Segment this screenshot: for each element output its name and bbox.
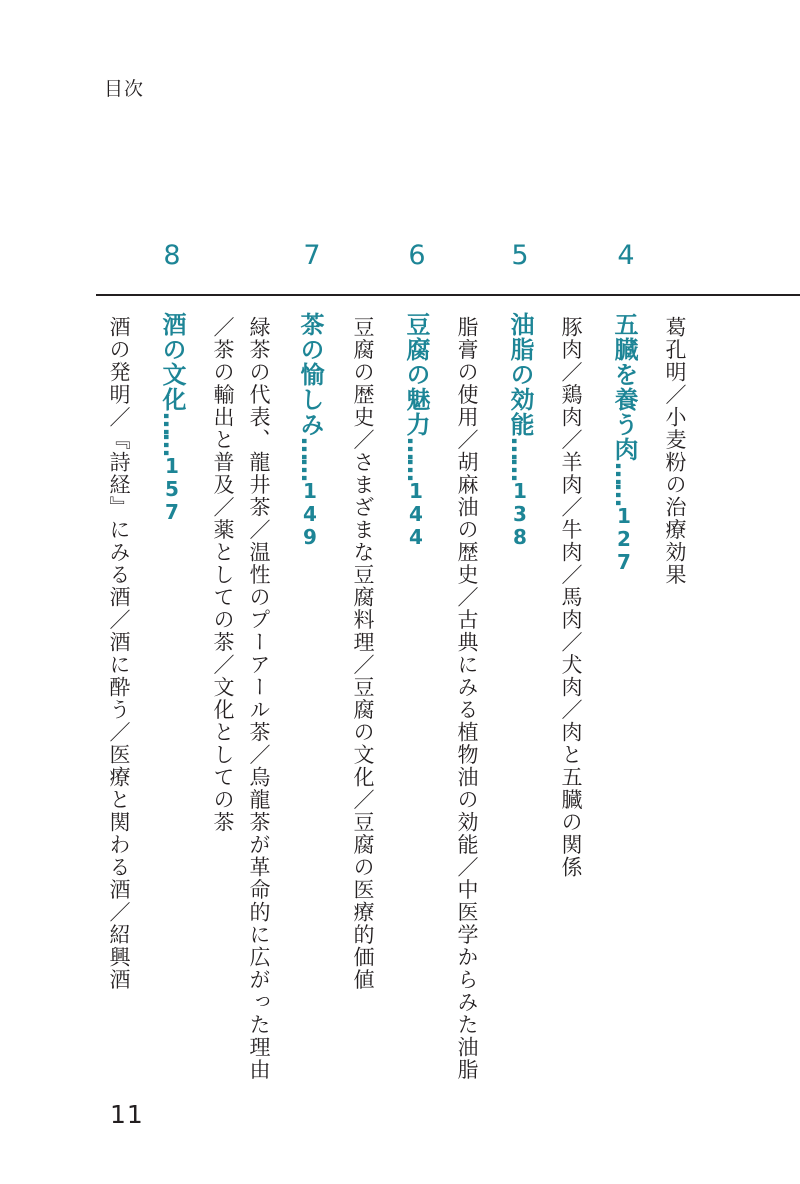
chapter-page: 127 xyxy=(612,504,636,573)
chapter-items-4: 豚肉／鶏肉／羊肉／牛肉／馬肉／犬肉／肉と五臓の関係 xyxy=(559,316,583,879)
page-header: 目次 xyxy=(104,78,145,100)
chapter-number-5: 5 xyxy=(511,240,529,271)
chapter-items-8: 酒の発明／『詩経』にみる酒／酒に酔う／医療と関わる酒／紹興酒 xyxy=(107,316,131,991)
chapter-items-7-line-1: 緑茶の代表、龍井茶／温性のプーアール茶／烏龍茶が革命的に広がった理由 xyxy=(247,316,271,1081)
chapter-number-7: 7 xyxy=(303,240,321,271)
chapter-page: 149 xyxy=(298,479,322,548)
chapter-items-5: 脂膏の使用／胡麻油の歴史／古典にみる植物油の効能／中医学からみた油脂 xyxy=(455,316,479,1081)
chapter-title-4[interactable] xyxy=(612,312,636,573)
leader-dots: …… xyxy=(402,437,430,479)
chapter-title-text: 油脂の効能 xyxy=(506,312,534,437)
chapter-title-5[interactable] xyxy=(508,312,532,548)
chapter-number-8: 8 xyxy=(163,240,181,271)
chapter-items-6: 豆腐の歴史／さまざまな豆腐料理／豆腐の文化／豆腐の医療的価値 xyxy=(351,316,375,991)
page-number: 11 xyxy=(110,1100,144,1129)
chapter-title-6[interactable] xyxy=(404,312,428,548)
previous-chapter-items: 葛孔明／小麦粉の治療効果 xyxy=(663,316,687,586)
chapter-page: 157 xyxy=(160,454,184,523)
chapter-page: 138 xyxy=(508,479,532,548)
chapter-title-7[interactable] xyxy=(298,312,322,548)
header-rule xyxy=(96,294,800,296)
chapter-title-text: 豆腐の魅力 xyxy=(402,312,430,437)
chapter-title-text: 五臓を養う肉 xyxy=(610,312,638,462)
chapter-number-6: 6 xyxy=(408,240,426,271)
chapter-title-text: 茶の愉しみ xyxy=(296,312,324,437)
chapter-number-4: 4 xyxy=(617,240,635,271)
leader-dots: …… xyxy=(610,462,638,504)
leader-dots: …… xyxy=(296,437,324,479)
chapter-title-text: 酒の文化 xyxy=(158,312,186,412)
leader-dots: …… xyxy=(506,437,534,479)
chapter-items-7-line-2: ／茶の輸出と普及／薬としての茶／文化としての茶 xyxy=(211,316,235,834)
leader-dots: …… xyxy=(158,412,186,454)
chapter-title-8[interactable] xyxy=(160,312,184,523)
chapter-page: 144 xyxy=(404,479,428,548)
